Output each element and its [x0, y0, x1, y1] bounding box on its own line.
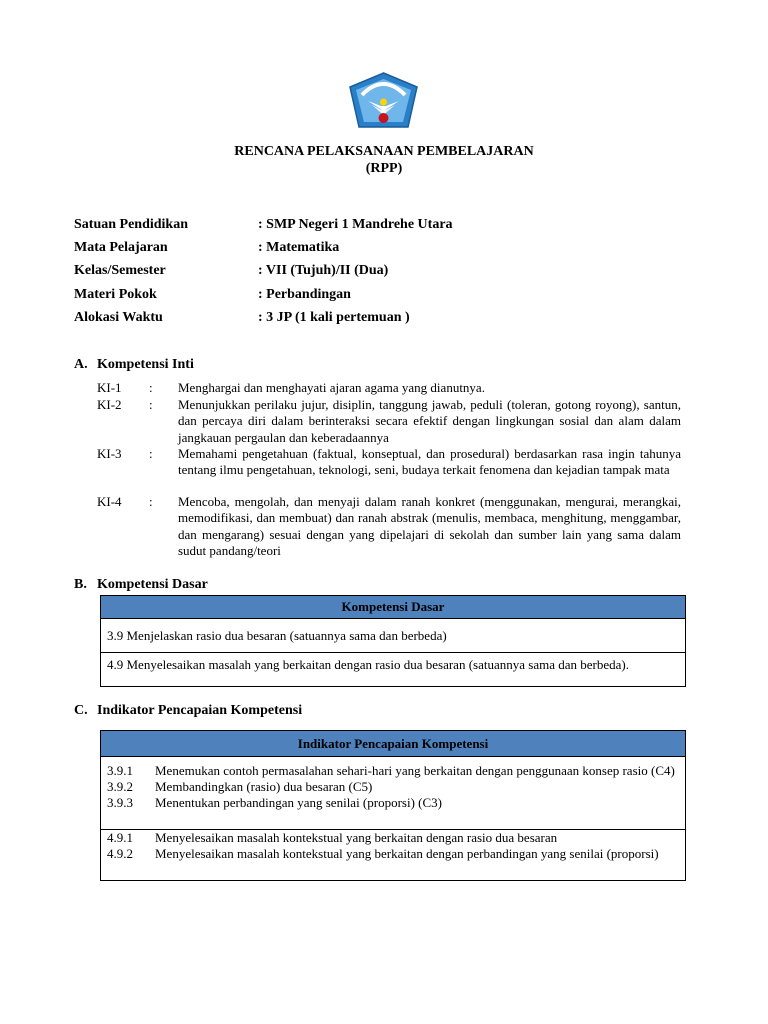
ki-2-code: KI-2: [97, 397, 122, 412]
section-b-heading: [74, 577, 208, 593]
indikator-number: 3.9.1: [107, 763, 133, 778]
indikator-text: Menyelesaikan masalah kontekstual yang berkaitan dengan rasio dua besaran: [155, 830, 558, 845]
kd-row-4-9: 4.9 Menyelesaikan masalah yang berkaitan dengan rasio dua besaran (satuannya sama dan berbeda).: [107, 657, 629, 672]
section-a-title: Kompetensi Inti: [97, 357, 194, 372]
identity-label-satuan-pendidikan: Satuan Pendidikan: [74, 217, 188, 232]
indikator-group-4-9: [101, 830, 685, 862]
indikator-row: [101, 795, 685, 811]
indikator-row: [101, 779, 685, 795]
section-a-letter: A.: [74, 357, 88, 372]
ki-4-colon: :: [149, 494, 153, 509]
indikator-number: 3.9.3: [107, 795, 133, 811]
identity-value-materi-pokok: : Perbandingan: [258, 287, 351, 302]
identity-label-mata-pelajaran: Mata Pelajaran: [74, 240, 168, 255]
indikator-number: 4.9.2: [107, 846, 133, 862]
identity-value-satuan-pendidikan: : SMP Negeri 1 Mandrehe Utara: [258, 217, 453, 232]
indikator-number: 3.9.2: [107, 779, 133, 795]
kd-row-3-9: 3.9 Menjelaskan rasio dua besaran (satuannya sama dan berbeda): [101, 619, 685, 653]
section-b-title: Kompetensi Dasar: [97, 577, 208, 592]
ki-3-code: KI-3: [97, 446, 122, 461]
indikator-text: Menentukan perbandingan yang senilai (proporsi) (C3): [155, 795, 443, 811]
indikator-row: [101, 763, 685, 779]
kompetensi-dasar-table-header: Kompetensi Dasar: [101, 596, 685, 619]
identity-value-kelas-semester: : VII (Tujuh)/II (Dua): [258, 263, 389, 278]
indikator-table-header: Indikator Pencapaian Kompetensi: [101, 731, 685, 757]
kompetensi-dasar-table: [100, 595, 686, 687]
indikator-row: [101, 846, 685, 862]
identity-label-materi-pokok: Materi Pokok: [74, 287, 157, 302]
indikator-row: [101, 830, 685, 846]
identity-label-kelas-semester: Kelas/Semester: [74, 263, 166, 278]
tut-wuri-handayani-logo: [346, 71, 421, 136]
ki-2-text: Menunjukkan perilaku jujur, disiplin, tanggung jawab, peduli (toleran, gotong royong), santun, dan percaya diri dalam berinteraksi secara efektif dengan lingkungan sosial dan alam dalam jangkauan pergaulan dan keberadaannya: [178, 397, 681, 445]
ki-3-colon: :: [149, 446, 153, 461]
indikator-table: [100, 730, 686, 881]
indikator-text: Menemukan contoh permasalahan sehari-hari yang berkaitan dengan penggunaan konsep rasio (C4): [155, 763, 675, 778]
section-c-title: Indikator Pencapaian Kompetensi: [97, 703, 303, 718]
ki-1-text: Menghargai dan menghayati ajaran agama yang dianutnya.: [178, 380, 485, 395]
section-a-heading: [74, 357, 194, 373]
section-b-letter: B.: [74, 577, 87, 592]
indikator-number: 4.9.1: [107, 830, 133, 845]
document-subtitle: (RPP): [365, 161, 403, 176]
ki-1-code: KI-1: [97, 380, 122, 395]
ki-4-text: Mencoba, mengolah, dan menyaji dalam ranah konkret (menggunakan, mengurai, merangkai, memodifikasi, dan membuat) dan ranah abstrak (menulis, membaca, menghitung, menggambar, dan mengarang) sesuai dengan yang dipelajari di sekolah dan sumber lain yang sama dalam sudut pandang/teori: [178, 494, 681, 558]
indikator-text: Membandingkan (rasio) dua besaran (C5): [155, 779, 373, 795]
identity-value-alokasi-waktu: : 3 JP (1 kali pertemuan ): [258, 310, 410, 325]
ki-3-text: Memahami pengetahuan (faktual, konseptual, dan prosedural) berdasarkan rasa ingin tahunya tentang ilmu pengetahuan, teknologi, seni, budaya terkait fenomena dan kejadian tampak mata: [178, 446, 681, 478]
section-c-heading: [74, 703, 302, 719]
document-title: RENCANA PELAKSANAAN PEMBELAJARAN: [234, 144, 534, 159]
ki-1-colon: :: [149, 380, 153, 395]
identity-label-alokasi-waktu: Alokasi Waktu: [74, 310, 163, 325]
indikator-group-3-9: [101, 757, 685, 830]
ki-4-code: KI-4: [97, 494, 122, 509]
identity-value-mata-pelajaran: : Matematika: [258, 240, 340, 255]
section-c-letter: C.: [74, 703, 88, 718]
ki-2-colon: :: [149, 397, 153, 412]
indikator-text: Menyelesaikan masalah kontekstual yang berkaitan dengan perbandingan yang senilai (proporsi): [155, 846, 659, 862]
